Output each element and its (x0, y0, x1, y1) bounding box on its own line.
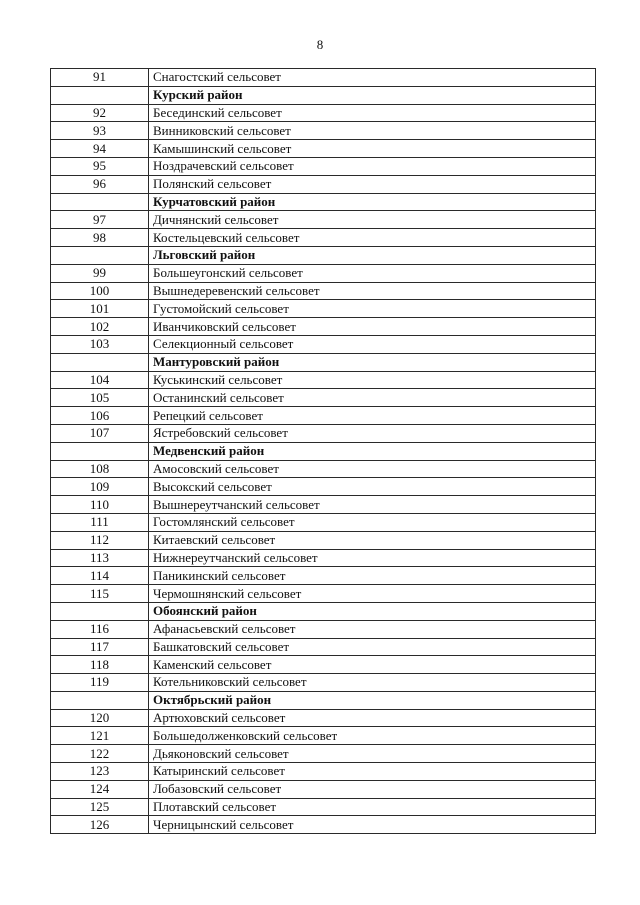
row-number: 106 (51, 407, 149, 425)
council-name: Амосовский сельсовет (149, 460, 596, 478)
district-name: Курчатовский район (149, 193, 596, 211)
council-name: Ястребовский сельсовет (149, 424, 596, 442)
council-name: Костельцевский сельсовет (149, 229, 596, 247)
row-number: 102 (51, 318, 149, 336)
row-number: 98 (51, 229, 149, 247)
row-number: 99 (51, 264, 149, 282)
row-number: 112 (51, 531, 149, 549)
table-row (51, 816, 596, 834)
table-row (51, 175, 596, 193)
table-row (51, 585, 596, 603)
table-row (51, 264, 596, 282)
row-number: 119 (51, 674, 149, 692)
row-number: 96 (51, 175, 149, 193)
table-row (51, 620, 596, 638)
council-name: Дьяконовский сельсовет (149, 745, 596, 763)
row-number: 118 (51, 656, 149, 674)
council-name: Артюховский сельсовет (149, 709, 596, 727)
table-row (51, 389, 596, 407)
table-row (51, 656, 596, 674)
table-row (51, 140, 596, 158)
table-row (51, 745, 596, 763)
row-number (51, 602, 149, 620)
table-row (51, 798, 596, 816)
table-row (51, 211, 596, 229)
row-number (51, 193, 149, 211)
row-number: 116 (51, 620, 149, 638)
row-number: 109 (51, 478, 149, 496)
table-row (51, 371, 596, 389)
row-number: 107 (51, 424, 149, 442)
row-number: 120 (51, 709, 149, 727)
table-row (51, 780, 596, 798)
row-number: 110 (51, 496, 149, 514)
table-row (51, 424, 596, 442)
table-row (51, 674, 596, 692)
row-number: 111 (51, 513, 149, 531)
council-name: Катыринский сельсовет (149, 763, 596, 781)
row-number (51, 353, 149, 371)
row-number (51, 691, 149, 709)
row-number: 94 (51, 140, 149, 158)
table-body (51, 69, 596, 834)
council-name: Лобазовский сельсовет (149, 780, 596, 798)
row-number: 104 (51, 371, 149, 389)
page-number: 8 (316, 37, 324, 52)
table-row (51, 69, 596, 87)
table-row (51, 496, 596, 514)
table-row (51, 318, 596, 336)
district-header-row (51, 691, 596, 709)
row-number: 100 (51, 282, 149, 300)
council-name: Дичнянский сельсовет (149, 211, 596, 229)
council-name: Останинский сельсовет (149, 389, 596, 407)
row-number: 92 (51, 104, 149, 122)
district-header-row (51, 602, 596, 620)
district-header-row (51, 442, 596, 460)
council-name: Полянский сельсовет (149, 175, 596, 193)
settlements-table (50, 68, 596, 834)
council-name: Бесединский сельсовет (149, 104, 596, 122)
table-row (51, 513, 596, 531)
row-number: 105 (51, 389, 149, 407)
row-number: 91 (51, 69, 149, 87)
district-name: Мантуровский район (149, 353, 596, 371)
council-name: Плотавский сельсовет (149, 798, 596, 816)
council-name: Камышинский сельсовет (149, 140, 596, 158)
table-row (51, 531, 596, 549)
council-name: Селекционный сельсовет (149, 335, 596, 353)
row-number: 108 (51, 460, 149, 478)
council-name: Вышнедеревенский сельсовет (149, 282, 596, 300)
row-number: 115 (51, 585, 149, 603)
council-name: Большедолженковский сельсовет (149, 727, 596, 745)
table-row (51, 763, 596, 781)
table-row (51, 157, 596, 175)
council-name: Большеугонский сельсовет (149, 264, 596, 282)
table-row (51, 335, 596, 353)
table-row (51, 122, 596, 140)
table-row (51, 282, 596, 300)
council-name: Высокский сельсовет (149, 478, 596, 496)
row-number: 103 (51, 335, 149, 353)
district-header-row (51, 246, 596, 264)
row-number: 93 (51, 122, 149, 140)
council-name: Чермошнянский сельсовет (149, 585, 596, 603)
council-name: Нижнереутчанский сельсовет (149, 549, 596, 567)
district-name: Обоянский район (149, 602, 596, 620)
table-row (51, 300, 596, 318)
table-row (51, 709, 596, 727)
table-row (51, 567, 596, 585)
row-number: 126 (51, 816, 149, 834)
table-row (51, 727, 596, 745)
row-number: 113 (51, 549, 149, 567)
row-number: 117 (51, 638, 149, 656)
table-row (51, 104, 596, 122)
district-header-row (51, 353, 596, 371)
council-name: Репецкий сельсовет (149, 407, 596, 425)
district-name: Октябрьский район (149, 691, 596, 709)
table-row (51, 460, 596, 478)
council-name: Вышнереутчанский сельсовет (149, 496, 596, 514)
council-name: Афанасьевский сельсовет (149, 620, 596, 638)
district-header-row (51, 86, 596, 104)
row-number: 97 (51, 211, 149, 229)
row-number: 123 (51, 763, 149, 781)
council-name: Винниковский сельсовет (149, 122, 596, 140)
row-number: 124 (51, 780, 149, 798)
table-row (51, 229, 596, 247)
district-header-row (51, 193, 596, 211)
council-name: Ноздрачевский сельсовет (149, 157, 596, 175)
council-name: Черницынский сельсовет (149, 816, 596, 834)
council-name: Куськинский сельсовет (149, 371, 596, 389)
council-name: Каменский сельсовет (149, 656, 596, 674)
council-name: Снагостский сельсовет (149, 69, 596, 87)
row-number (51, 442, 149, 460)
row-number: 122 (51, 745, 149, 763)
district-name: Медвенский район (149, 442, 596, 460)
row-number: 114 (51, 567, 149, 585)
row-number: 95 (51, 157, 149, 175)
council-name: Китаевский сельсовет (149, 531, 596, 549)
row-number: 125 (51, 798, 149, 816)
district-name: Курский район (149, 86, 596, 104)
row-number: 101 (51, 300, 149, 318)
table-row (51, 638, 596, 656)
table-row (51, 407, 596, 425)
row-number (51, 86, 149, 104)
council-name: Гостомлянский сельсовет (149, 513, 596, 531)
table-row (51, 478, 596, 496)
row-number (51, 246, 149, 264)
council-name: Паникинский сельсовет (149, 567, 596, 585)
district-name: Льговский район (149, 246, 596, 264)
table-row (51, 549, 596, 567)
council-name: Иванчиковский сельсовет (149, 318, 596, 336)
row-number: 121 (51, 727, 149, 745)
council-name: Котельниковский сельсовет (149, 674, 596, 692)
council-name: Густомойский сельсовет (149, 300, 596, 318)
council-name: Башкатовский сельсовет (149, 638, 596, 656)
